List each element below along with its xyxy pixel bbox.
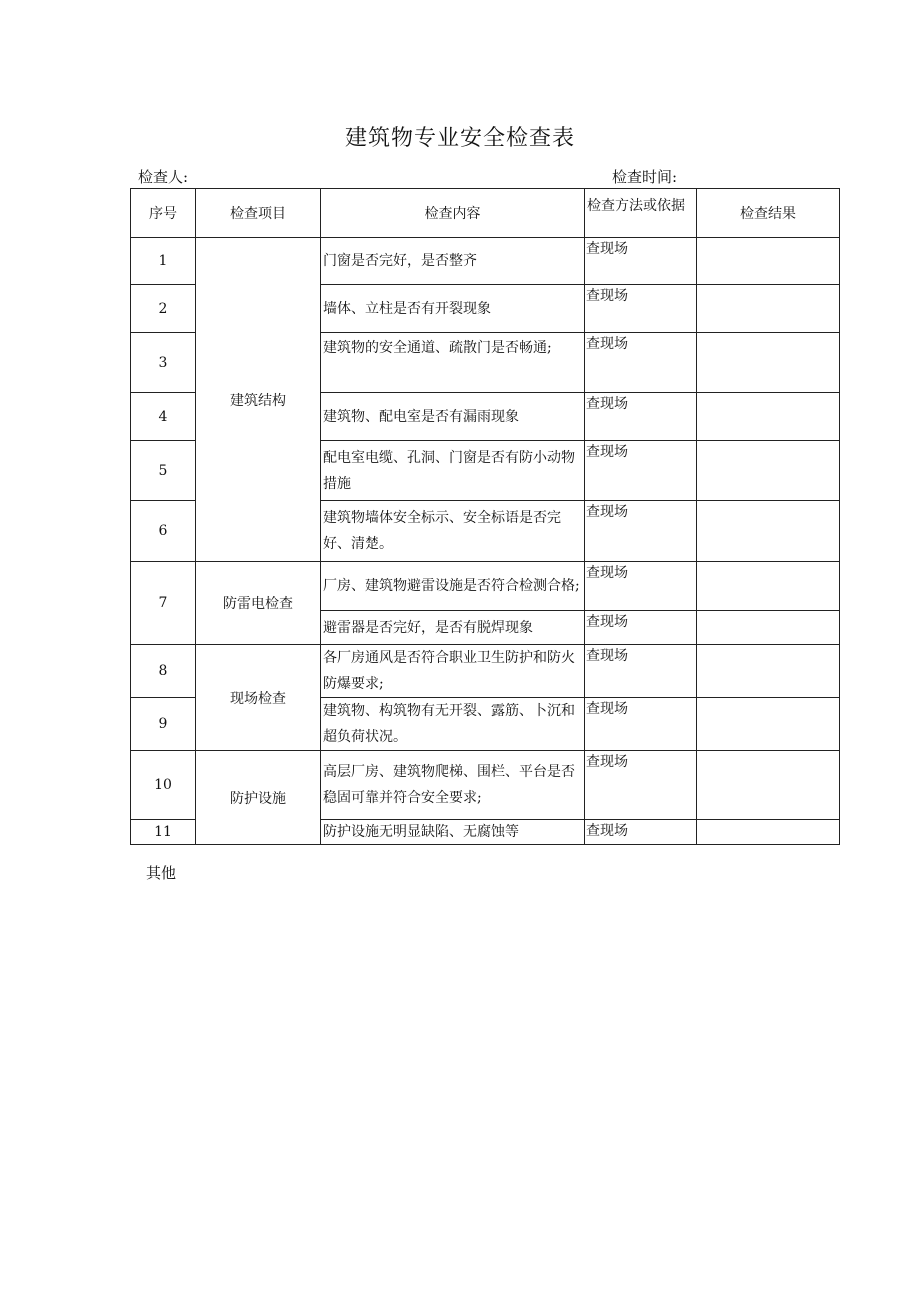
row-method: 查现场 — [585, 333, 697, 393]
row-result-cell[interactable] — [697, 333, 840, 393]
row-content: 建筑物、配电室是否有漏雨现象 — [321, 393, 585, 441]
row-no: 11 — [131, 820, 196, 845]
group-protection: 防护设施 — [196, 751, 321, 845]
row-result-cell[interactable] — [697, 820, 840, 845]
header-result: 检查结果 — [697, 189, 840, 238]
header-method: 检查方法或依据 — [585, 189, 697, 238]
row-method: 查现场 — [585, 285, 697, 333]
table-row — [131, 751, 840, 820]
inspection-time-label: 检查时间: — [612, 168, 678, 186]
row-result-cell[interactable] — [697, 751, 840, 820]
row-no: 8 — [131, 645, 196, 698]
row-no: 7 — [131, 562, 196, 645]
inspector-label: 检查人: — [138, 168, 189, 186]
row-method: 查现场 — [585, 611, 697, 645]
group-lightning: 防雷电检查 — [196, 562, 321, 645]
row-no: 5 — [131, 441, 196, 501]
row-content: 防护设施无明显缺陷、无腐蚀等 — [321, 820, 585, 845]
row-no: 10 — [131, 751, 196, 820]
row-method: 查现场 — [585, 562, 697, 611]
group-structure: 建筑结构 — [196, 238, 321, 562]
row-method: 查现场 — [585, 501, 697, 562]
table-row — [131, 645, 840, 698]
row-no: 3 — [131, 333, 196, 393]
row-method: 查现场 — [585, 238, 697, 285]
group-site: 现场检查 — [196, 645, 321, 751]
row-result-cell[interactable] — [697, 698, 840, 751]
row-result-cell[interactable] — [697, 441, 840, 501]
row-content: 厂房、建筑物避雷设施是否符合检测合格; — [321, 562, 585, 611]
row-result-cell[interactable] — [697, 238, 840, 285]
header-item: 检查项目 — [196, 189, 321, 238]
row-result-cell[interactable] — [697, 611, 840, 645]
table-header-row — [131, 189, 840, 238]
other-label: 其他 — [146, 864, 177, 882]
row-method: 查现场 — [585, 698, 697, 751]
row-content: 墙体、立柱是否有开裂现象 — [321, 285, 585, 333]
row-no: 9 — [131, 698, 196, 751]
row-content: 避雷器是否完好，是否有脱焊现象 — [321, 611, 585, 645]
row-content: 高层厂房、建筑物爬梯、围栏、平台是否稳固可靠并符合安全要求; — [321, 751, 585, 820]
row-result-cell[interactable] — [697, 645, 840, 698]
header-content: 检查内容 — [321, 189, 585, 238]
row-method: 查现场 — [585, 751, 697, 820]
row-result-cell[interactable] — [697, 562, 840, 611]
row-content: 门窗是否完好，是否整齐 — [321, 238, 585, 285]
table-row — [131, 238, 840, 285]
row-no: 4 — [131, 393, 196, 441]
row-method: 查现场 — [585, 820, 697, 845]
row-result-cell[interactable] — [697, 285, 840, 333]
page-title: 建筑物专业安全检查表 — [344, 126, 575, 151]
header-no: 序号 — [131, 189, 196, 238]
row-content: 建筑物、构筑物有无开裂、露筋、卜沉和超负荷状况。 — [321, 698, 585, 751]
row-method: 查现场 — [585, 393, 697, 441]
table-row — [131, 562, 840, 611]
row-no: 6 — [131, 501, 196, 562]
row-method: 查现场 — [585, 441, 697, 501]
safety-checklist-table — [130, 188, 840, 845]
row-method: 查现场 — [585, 645, 697, 698]
row-result-cell[interactable] — [697, 393, 840, 441]
row-result-cell[interactable] — [697, 501, 840, 562]
row-content: 各厂房通风是否符合职业卫生防护和防火防爆要求; — [321, 645, 585, 698]
row-no: 1 — [131, 238, 196, 285]
row-content: 建筑物的安全通道、疏散门是否畅通; — [321, 333, 585, 393]
row-content: 配电室电缆、孔洞、门窗是否有防小动物措施 — [321, 441, 585, 501]
row-no: 2 — [131, 285, 196, 333]
row-content: 建筑物墙体安全标示、安全标语是否完好、清楚。 — [321, 501, 585, 562]
